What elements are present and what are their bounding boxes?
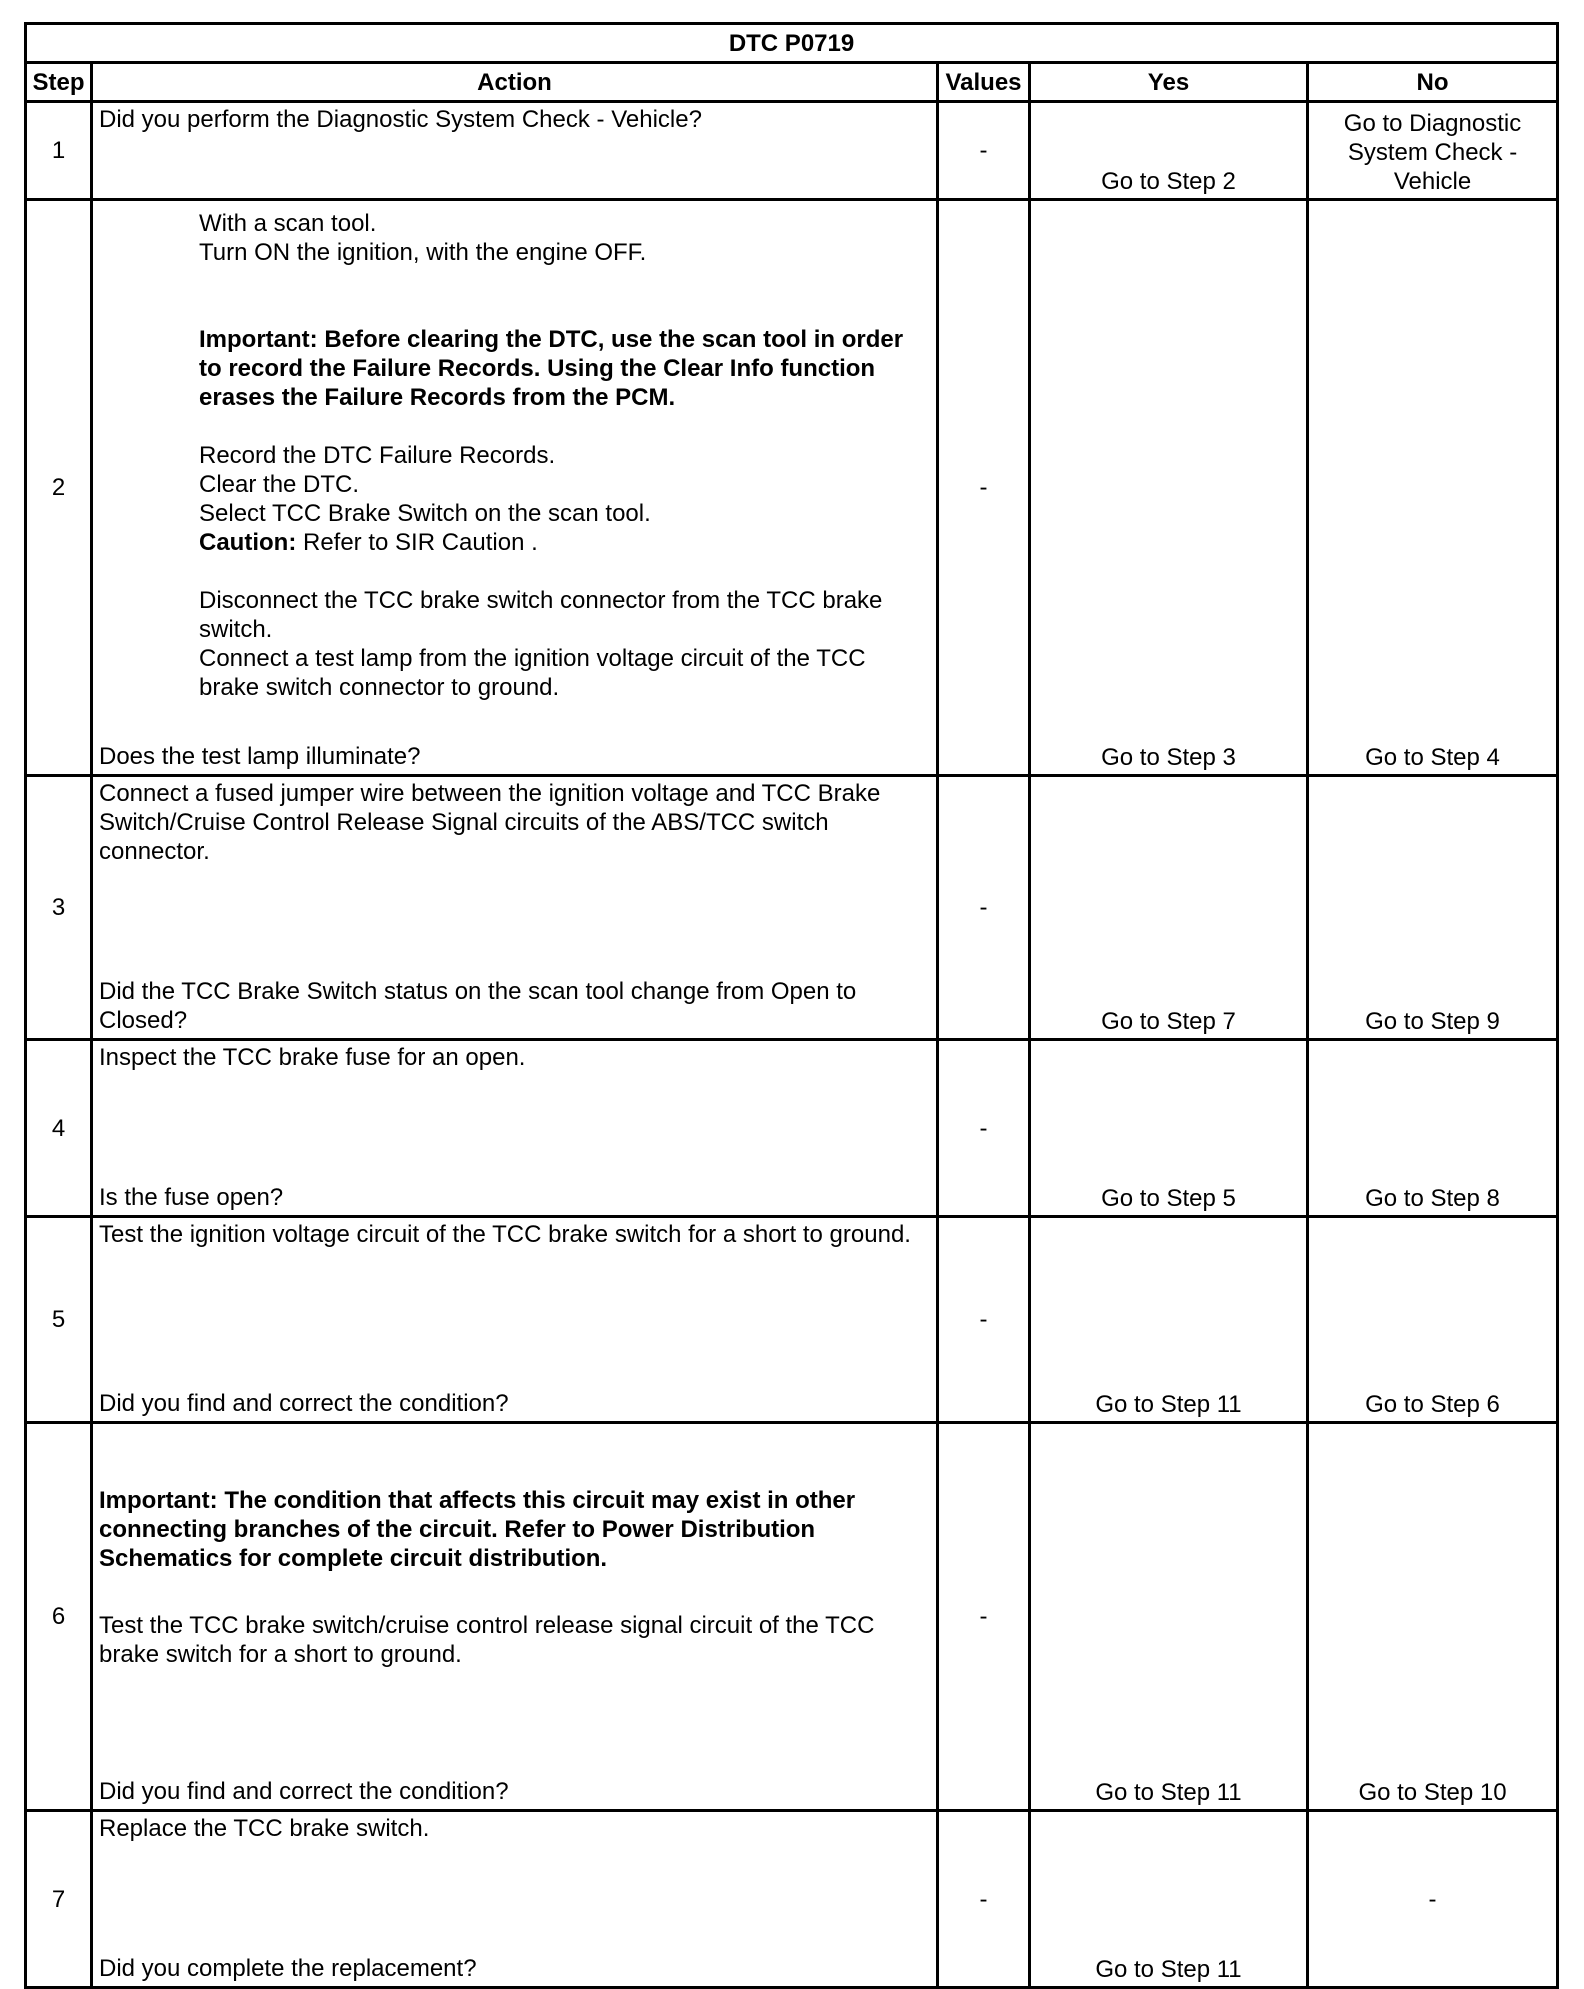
no-cell: Go to Diagnostic System Check - Vehicle bbox=[1308, 102, 1558, 200]
action-cell bbox=[92, 1217, 938, 1423]
yes-cell: Go to Step 7 bbox=[1030, 776, 1308, 1040]
header-action: Action bbox=[92, 63, 938, 102]
yes-cell: Go to Step 5 bbox=[1030, 1040, 1308, 1217]
action-line: Select TCC Brake Switch on the scan tool. bbox=[199, 500, 651, 527]
action-cell bbox=[92, 1811, 938, 1988]
action-cell bbox=[92, 1040, 938, 1217]
values-cell: - bbox=[938, 102, 1030, 200]
title-row bbox=[26, 24, 1558, 63]
action-text: Test the TCC brake switch/cruise control release signal circuit of the TCC brake switch for a short to ground. bbox=[99, 1612, 875, 1668]
no-cell: Go to Step 4 bbox=[1308, 200, 1558, 776]
header-row bbox=[26, 63, 1558, 102]
step-number: 1 bbox=[26, 102, 92, 200]
action-line: Turn ON the ignition, with the engine OFF. bbox=[199, 239, 647, 266]
table-row bbox=[26, 776, 1558, 1040]
action-cell bbox=[92, 200, 938, 776]
values-cell: - bbox=[938, 1217, 1030, 1423]
important-note: Important: Before clearing the DTC, use the scan tool in order to record the Failure Records. Using the Clear Info function erases the Failure Records from the PCM. bbox=[199, 326, 904, 411]
yes-cell: Go to Step 3 bbox=[1030, 200, 1308, 776]
action-text: Inspect the TCC brake fuse for an open. bbox=[99, 1044, 526, 1071]
caution-label: Caution: bbox=[199, 529, 297, 556]
caution-line bbox=[199, 528, 930, 557]
step-number: 5 bbox=[26, 1217, 92, 1423]
header-step: Step bbox=[26, 63, 92, 102]
header-no: No bbox=[1308, 63, 1558, 102]
step-number: 2 bbox=[26, 200, 92, 776]
action-cell bbox=[92, 102, 938, 200]
values-cell: - bbox=[938, 1811, 1030, 1988]
action-cell bbox=[92, 1423, 938, 1811]
table-row bbox=[26, 102, 1558, 200]
values-cell: - bbox=[938, 1423, 1030, 1811]
table-row bbox=[26, 1040, 1558, 1217]
no-cell: Go to Step 6 bbox=[1308, 1217, 1558, 1423]
no-cell: Go to Step 10 bbox=[1308, 1423, 1558, 1811]
action-cell bbox=[92, 776, 938, 1040]
header-values: Values bbox=[938, 63, 1030, 102]
no-cell: Go to Step 9 bbox=[1308, 776, 1558, 1040]
diagnostic-table bbox=[24, 22, 1559, 1989]
step-number: 3 bbox=[26, 776, 92, 1040]
question-text: Does the test lamp illuminate? bbox=[99, 743, 421, 770]
question-text: Is the fuse open? bbox=[99, 1184, 284, 1211]
step-number: 7 bbox=[26, 1811, 92, 1988]
question-text: Did you find and correct the condition? bbox=[99, 1390, 509, 1417]
table-title: DTC P0719 bbox=[26, 24, 1558, 63]
step-number: 4 bbox=[26, 1040, 92, 1217]
action-line: With a scan tool. bbox=[199, 210, 377, 237]
values-cell: - bbox=[938, 200, 1030, 776]
table-row bbox=[26, 1217, 1558, 1423]
step-number: 6 bbox=[26, 1423, 92, 1811]
values-cell: - bbox=[938, 776, 1030, 1040]
table-row bbox=[26, 1811, 1558, 1988]
table-row bbox=[26, 1423, 1558, 1811]
action-line: Disconnect the TCC brake switch connector from the TCC brake switch. bbox=[199, 587, 883, 643]
important-note: Important: The condition that affects this circuit may exist in other connecting branches of the circuit. Refer to Power Distribution Schematics for complete circuit distribution. bbox=[99, 1487, 856, 1572]
question-text: Did the TCC Brake Switch status on the scan tool change from Open to Closed? bbox=[99, 978, 857, 1034]
question-text: Did you complete the replacement? bbox=[99, 1955, 477, 1982]
table-row bbox=[26, 200, 1558, 776]
values-cell: - bbox=[938, 1040, 1030, 1217]
caution-text: Refer to SIR Caution . bbox=[296, 529, 538, 556]
yes-cell: Go to Step 11 bbox=[1030, 1811, 1308, 1988]
action-line: Record the DTC Failure Records. bbox=[199, 442, 556, 469]
action-line: Connect a test lamp from the ignition voltage circuit of the TCC brake switch connector to ground. bbox=[199, 645, 866, 701]
action-text: Replace the TCC brake switch. bbox=[99, 1815, 430, 1842]
question-text: Did you find and correct the condition? bbox=[99, 1778, 509, 1805]
header-yes: Yes bbox=[1030, 63, 1308, 102]
no-cell: Go to Step 8 bbox=[1308, 1040, 1558, 1217]
yes-cell: Go to Step 11 bbox=[1030, 1423, 1308, 1811]
action-text: Test the ignition voltage circuit of the TCC brake switch for a short to ground. bbox=[99, 1221, 911, 1248]
yes-cell: Go to Step 2 bbox=[1030, 102, 1308, 200]
action-line: Clear the DTC. bbox=[199, 471, 360, 498]
question-text: Did you perform the Diagnostic System Check - Vehicle? bbox=[99, 106, 702, 133]
no-cell: - bbox=[1308, 1811, 1558, 1988]
yes-cell: Go to Step 11 bbox=[1030, 1217, 1308, 1423]
action-text: Connect a fused jumper wire between the ignition voltage and TCC Brake Switch/Cruise Control Release Signal circuits of the ABS/TCC switch connector. bbox=[99, 780, 881, 865]
